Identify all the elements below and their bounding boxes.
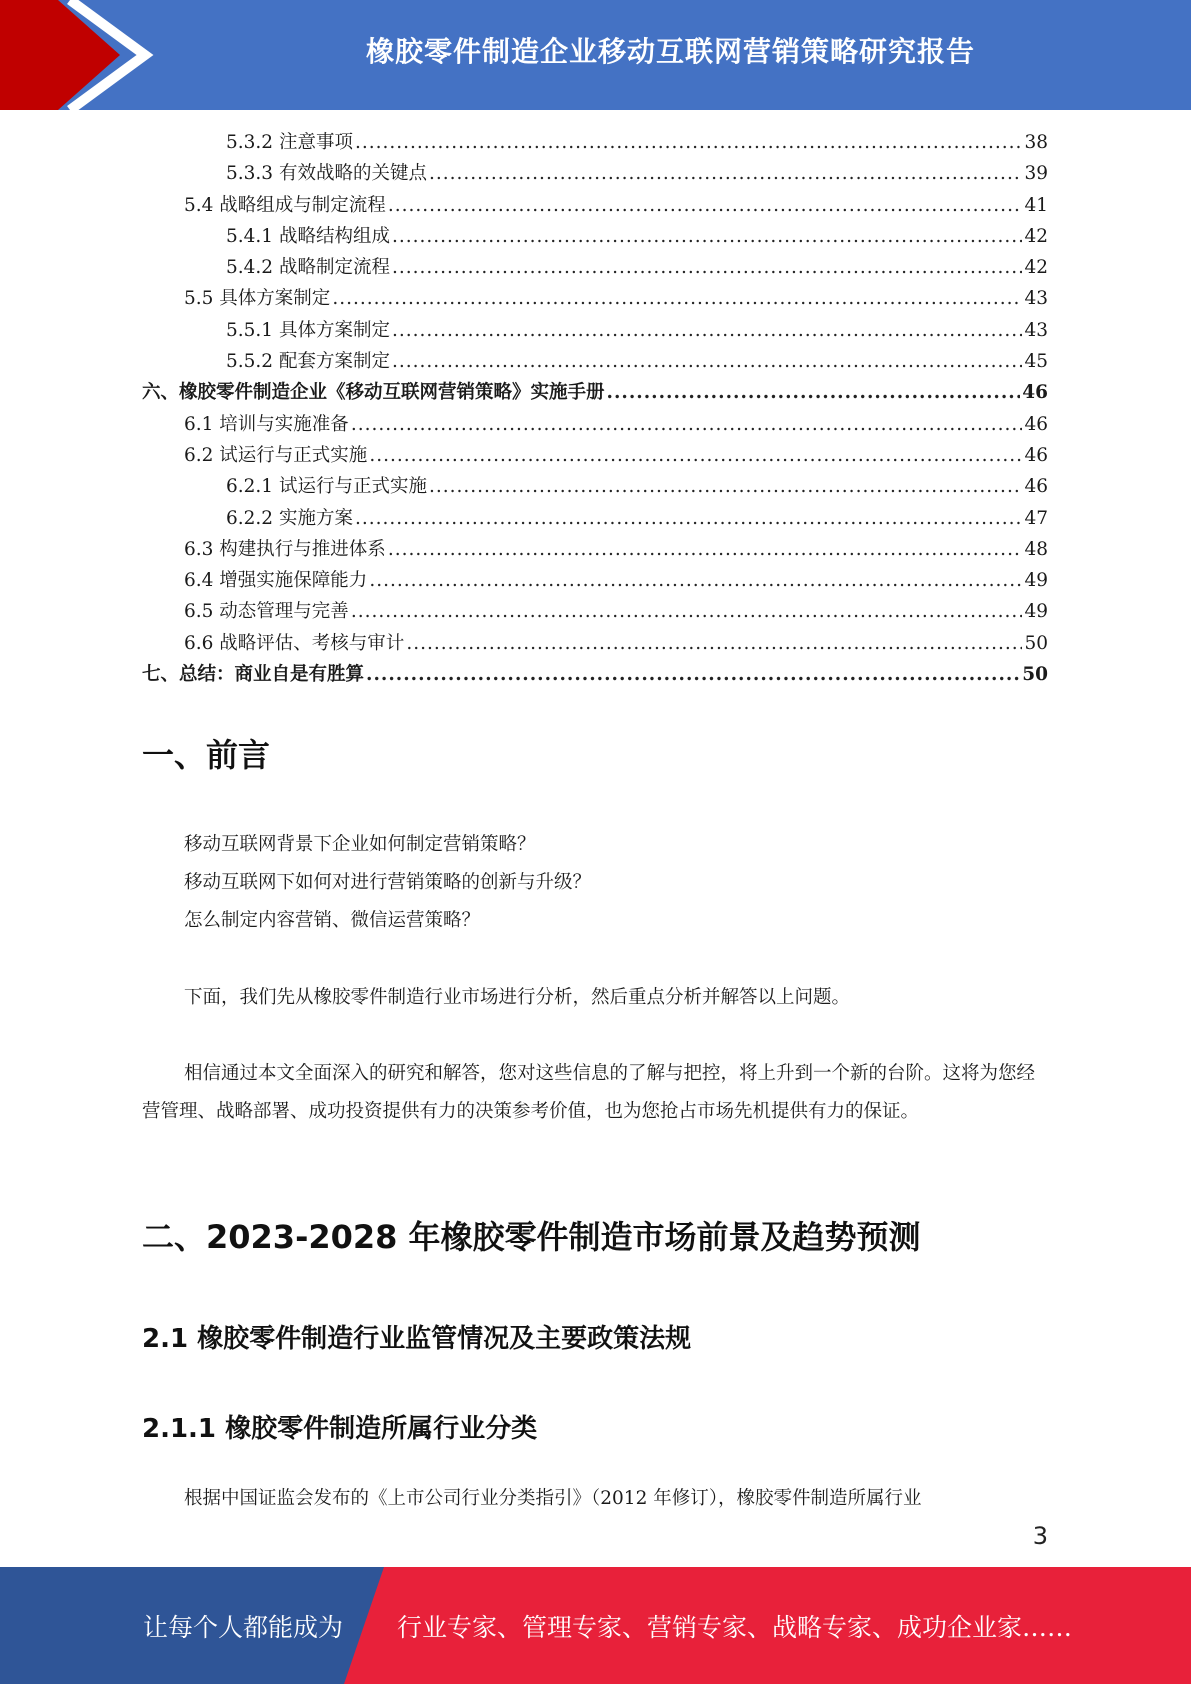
toc-leader-dots <box>429 163 1022 184</box>
toc-entry[interactable] <box>142 410 1048 441</box>
toc-entry-title: 6.2.1 试运行与正式实施 <box>226 476 427 498</box>
toc-entry-page: 43 <box>1024 319 1048 341</box>
toc-entry-page: 42 <box>1024 257 1048 279</box>
toc-entry-title: 5.5.1 具体方案制定 <box>226 319 390 341</box>
toc-entry-title: 6.3 构建执行与推进体系 <box>184 538 386 560</box>
toc-entry-page: 49 <box>1024 601 1048 623</box>
toc-entry-title: 6.1 培训与实施准备 <box>184 413 349 435</box>
toc-entry[interactable] <box>142 316 1048 347</box>
report-title: 橡胶零件制造企业移动互联网营销策略研究报告 <box>365 35 975 68</box>
question-item: 移动互联网背景下企业如何制定营销策略？ <box>184 834 536 855</box>
toc-entry[interactable] <box>142 629 1048 660</box>
toc-leader-dots <box>392 226 1022 247</box>
page-footer <box>0 1567 1191 1684</box>
toc-leader-dots <box>351 601 1023 622</box>
toc-entry[interactable] <box>142 284 1048 315</box>
toc-leader-dots <box>332 288 1022 309</box>
toc-entry-title: 6.4 增强实施保障能力 <box>184 570 368 592</box>
toc-entry-page: 46 <box>1022 382 1048 404</box>
paragraph-classification: 根据中国证监会发布的《上市公司行业分类指引》（2012 年修订），橡胶零件制造所属行业 <box>184 1488 922 1509</box>
toc-entry-title: 6.6 战略评估、考核与审计 <box>184 632 405 654</box>
footer-slogan-right: 行业专家、管理专家、营销专家、战略专家、成功企业家…… <box>397 1612 1073 1642</box>
toc-entry-page: 50 <box>1022 664 1048 686</box>
subsection-heading-regulation: 2.1 橡胶零件制造行业监管情况及主要政策法规 <box>142 1324 692 1354</box>
toc-entry-page: 41 <box>1024 194 1048 216</box>
toc-entry-page: 42 <box>1024 225 1048 247</box>
toc-leader-dots <box>355 508 1023 529</box>
toc-leader-dots <box>369 445 1022 466</box>
toc-entry[interactable] <box>142 378 1048 409</box>
toc-leader-dots <box>392 257 1022 278</box>
page-number: 3 <box>1032 1522 1048 1550</box>
toc-leader-dots <box>607 382 1021 403</box>
toc-leader-dots <box>429 476 1022 497</box>
question-list <box>184 826 591 940</box>
toc-entry-page: 47 <box>1024 507 1048 529</box>
toc-entry[interactable] <box>142 159 1048 190</box>
toc-entry[interactable] <box>142 347 1048 378</box>
toc-entry[interactable] <box>142 128 1048 159</box>
section-heading-market: 二、2023-2028 年橡胶零件制造市场前景及趋势预测 <box>142 1218 921 1256</box>
toc-entry[interactable] <box>142 504 1048 535</box>
toc-entry-title: 5.5.2 配套方案制定 <box>226 351 390 373</box>
toc-entry-title: 5.4 战略组成与制定流程 <box>184 194 386 216</box>
toc-entry-page: 45 <box>1024 351 1048 373</box>
toc-leader-dots <box>351 414 1023 435</box>
toc-entry[interactable] <box>142 441 1048 472</box>
question-item: 怎么制定内容营销、微信运营策略？ <box>184 910 481 931</box>
toc-entry[interactable] <box>142 535 1048 566</box>
toc-entry-page: 50 <box>1024 632 1048 654</box>
page-header <box>0 0 1191 110</box>
toc-entry-title: 5.3.2 注意事项 <box>226 132 353 153</box>
toc-entry-title: 六、橡胶零件制造企业《移动互联网营销策略》实施手册 <box>142 382 605 404</box>
toc-entry-page: 48 <box>1024 538 1048 560</box>
toc-leader-dots <box>406 633 1022 654</box>
toc-entry[interactable] <box>142 566 1048 597</box>
toc-entry[interactable] <box>142 253 1048 284</box>
toc-leader-dots <box>392 320 1022 341</box>
toc-entry-page: 46 <box>1024 444 1048 466</box>
toc-entry-page: 38 <box>1024 132 1048 153</box>
toc-entry-page: 46 <box>1024 476 1048 498</box>
paragraph-intro: 下面，我们先从橡胶零件制造行业市场进行分析，然后重点分析并解答以上问题。 <box>184 987 851 1008</box>
toc-entry[interactable] <box>142 597 1048 628</box>
toc-entry[interactable] <box>142 191 1048 222</box>
toc-entry[interactable] <box>142 660 1048 691</box>
toc-entry-title: 5.3.3 有效战略的关键点 <box>226 163 427 185</box>
section-heading-preface: 一、前言 <box>142 736 271 774</box>
toc-entry-title: 5.5 具体方案制定 <box>184 288 331 310</box>
toc-entry[interactable] <box>142 222 1048 253</box>
toc-entry-page: 43 <box>1024 288 1048 310</box>
table-of-contents <box>142 128 1048 691</box>
toc-entry-title: 6.5 动态管理与完善 <box>184 601 349 623</box>
toc-entry-title: 6.2.2 实施方案 <box>226 507 353 529</box>
question-item: 移动互联网下如何对进行营销策略的创新与升级？ <box>184 872 592 893</box>
toc-entry-title: 6.2 试运行与正式实施 <box>184 444 368 466</box>
toc-entry-page: 49 <box>1024 570 1048 592</box>
toc-entry-page: 46 <box>1024 413 1048 435</box>
toc-entry-title: 七、总结：商业自是有胜算 <box>142 664 365 686</box>
toc-leader-dots <box>366 664 1020 685</box>
footer-slogan-left: 让每个人都能成为 <box>143 1612 344 1642</box>
subsection-heading-classification: 2.1.1 橡胶零件制造所属行业分类 <box>142 1414 538 1444</box>
toc-leader-dots <box>392 351 1022 372</box>
toc-entry-page: 39 <box>1024 163 1048 185</box>
toc-entry-title: 5.4.2 战略制定流程 <box>226 257 390 279</box>
toc-leader-dots <box>355 132 1023 153</box>
paragraph-value: 相信通过本文全面深入的研究和解答，您对这些信息的了解与把控，将上升到一个新的台阶。这将为您经营管理、战略部署、成功投资提供有力的决策参考价值，也为您抢占市场先机提供有力的保证。 <box>142 1063 1036 1122</box>
toc-leader-dots <box>388 195 1023 216</box>
toc-entry[interactable] <box>142 472 1048 503</box>
toc-leader-dots <box>388 539 1023 560</box>
toc-entry-title: 5.4.1 战略结构组成 <box>226 225 390 247</box>
toc-leader-dots <box>369 570 1022 591</box>
